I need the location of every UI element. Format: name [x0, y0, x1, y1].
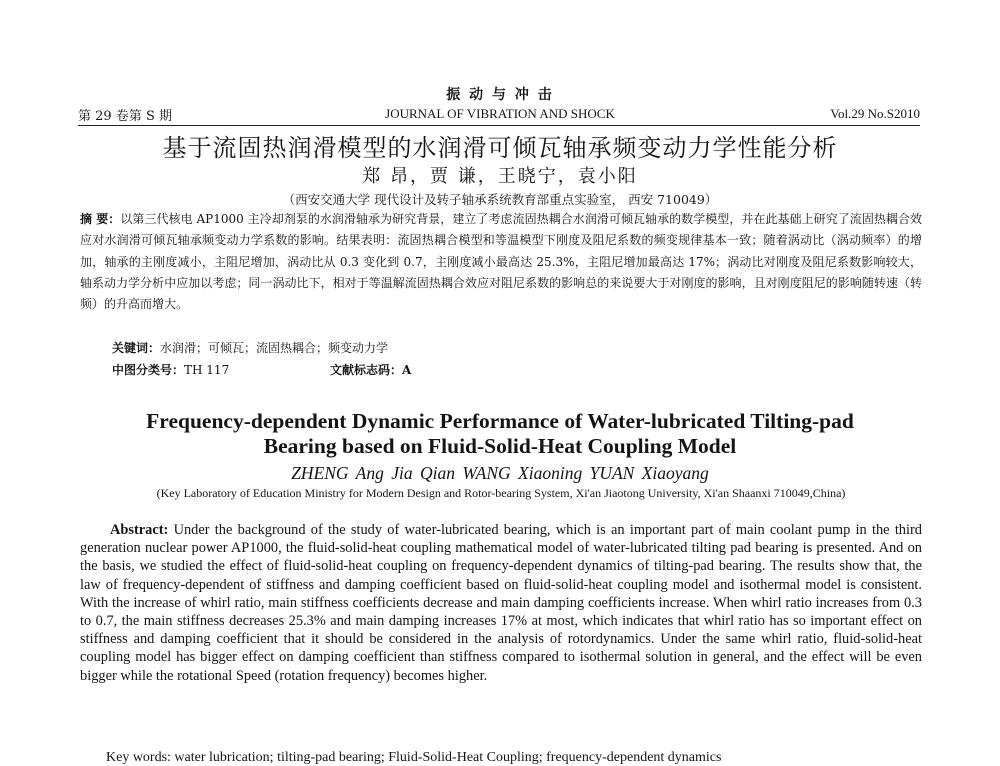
paper-title-cn: 基于流固热润滑模型的水润滑可倾瓦轴承频变动力学性能分析	[162, 134, 838, 162]
affiliation-en: (Key Laboratory of Education Ministry for Modern Design and Rotor-bearing System, Xi'an Jiaotong University, Xi'an Shaanxi 710049,China)	[156, 486, 846, 500]
abstract-cn-label: 摘 要：	[80, 212, 121, 226]
volume-en: Vol.29 No.S2010	[830, 106, 920, 121]
abstract-en-text: Under the background of the study of water-lubricated bearing, which is an important part of main coolant pump in the third generation nuclear power AP1000, the fluid-solid-heat coupling mathematical model of water-lubricated tilting pad bearing is presented. And on the basis, we studied the effect of fluid-solid-heat coupling on frequency-dependent dynamics of tilting-pad bearing. The results show that, the law of frequency-dependent of stiffness and damping coefficient based on fluid-solid-heat coupling model and isothermal model is consistent. With the increase of whirl ratio, main stiffness coefficients decrease and main damping coefficients increase. When whirl ratio increases from 0.3 to 0.7, the main stiffness decreases 25.3% and main damping increases 17% at most, which indicates that whirl ratio has so important effect on stiffness and damping coefficient that it should be considered in the analysis of rotordynamics. Under the same whirl ratio, fluid-solid-heat coupling model has bigger effect on damping coefficient than stiffness compared to isothermal solution in general, and the effect will be even bigger while the rotational Speed (rotation frequency) becomes higher.	[80, 522, 922, 684]
classification-cn-label: 中图分类号：	[112, 363, 185, 377]
keywords-cn-label: 关键词：	[112, 341, 161, 355]
header-rule	[78, 125, 920, 126]
paper-title-en-line1: Frequency-dependent Dynamic Performance of Water-lubricated Tilting-pad	[146, 409, 854, 433]
document-code-cn	[330, 361, 411, 378]
classification-cn	[112, 361, 229, 378]
document-code-label: 文献标志码：	[330, 363, 403, 377]
journal-name-cn: 振 动 与 冲 击	[446, 87, 554, 103]
keywords-en-partial: Key words: water lubrication; tilting-pad bearing; Fluid-Solid-Heat Coupling; frequency-dependent dynamics	[106, 750, 722, 765]
abstract-en	[80, 521, 922, 685]
keywords-cn-text: 水润滑；可倾瓦；流固热耦合；频变动力学	[160, 341, 389, 355]
document-code-value: A	[402, 363, 412, 377]
abstract-cn	[80, 209, 922, 315]
keywords-cn	[112, 339, 388, 356]
abstract-cn-text: 以第三代核电 AP1000 主冷却剂泵的水润滑轴承为研究背景，建立了考虑流固热耦合水润滑可倾瓦轴承的数学模型，并在此基础上研究了流固热耦合效应对水润滑可倾瓦轴承频变动力学系数的影响。结果表明：流固热耦合模型和等温模型下刚度及阻尼系数的频变规律基本一致；随着涡动比（涡动频率）的增加，轴承的主刚度减小，主阻尼增加，涡动比从 0.3 变化到 0.7，主刚度减小最高达 25.3%，主阻尼增加最高达 17%；涡动比对刚度及阻尼系数影响较大，轴系动力学分析中应加以考虑；同一涡动比下，相对于等温解流固热耦合效应对阻尼系数的影响总的来说要大于对刚度的影响，且对刚度阻尼的影响随转速（转频）的升高而增大。	[80, 212, 922, 312]
affiliation-cn: （西安交通大学 现代设计及转子轴承系统教育部重点实验室， 西安 710049）	[282, 192, 718, 207]
authors-en: ZHENG Ang Jia Qian WANG Xiaoning YUAN Xiaoyang	[291, 463, 709, 483]
classification-cn-text: TH 117	[184, 363, 230, 377]
journal-name-en: JOURNAL OF VIBRATION AND SHOCK	[385, 106, 615, 121]
issue-number-cn: 第 29 卷第 S 期	[78, 109, 172, 124]
authors-cn: 郑 昂，贾 谦，王晓宁，袁小阳	[362, 166, 638, 187]
paper-title-en	[0, 409, 1000, 459]
abstract-en-label: Abstract:	[110, 522, 169, 538]
paper-title-en-line2: Bearing based on Fluid-Solid-Heat Coupling Model	[263, 434, 737, 458]
